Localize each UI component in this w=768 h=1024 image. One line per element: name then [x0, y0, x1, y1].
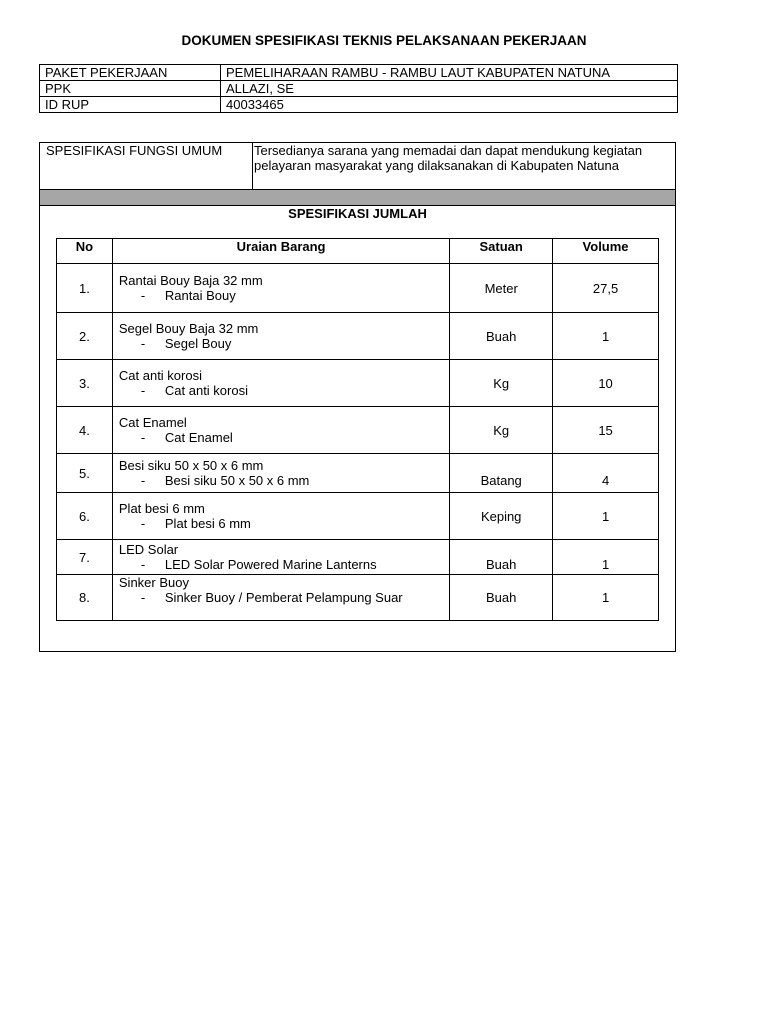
item-name: LED Solar: [118, 542, 179, 557]
items-header-row: [57, 239, 659, 264]
table-row: [57, 407, 659, 454]
item-sub: [119, 336, 449, 351]
item-no: 5.: [57, 454, 113, 493]
item-satuan: Buah: [450, 313, 553, 360]
table-row: [57, 264, 659, 313]
item-no: 8.: [57, 575, 113, 621]
jumlah-heading: SPESIFIKASI JUMLAH: [288, 206, 427, 221]
item-sub: [119, 590, 449, 605]
item-no: 2.: [57, 313, 113, 360]
document-title: DOKUMEN SPESIFIKASI TEKNIS PELAKSANAAN PEKERJAAN: [181, 33, 587, 48]
dash-marker: -: [140, 288, 146, 303]
item-description: [112, 360, 449, 407]
item-name: Besi siku 50 x 50 x 6 mm: [118, 458, 264, 473]
item-sub-text: LED Solar Powered Marine Lanterns: [164, 557, 377, 572]
info-row-paket: [40, 65, 678, 81]
table-row: [57, 575, 659, 621]
item-description: [112, 313, 449, 360]
item-no: 6.: [57, 493, 113, 540]
item-description: [112, 493, 449, 540]
col-header-volume: Volume: [553, 239, 659, 264]
item-name: Plat besi 6 mm: [118, 501, 205, 516]
table-row: [57, 493, 659, 540]
item-sub-text: Plat besi 6 mm: [164, 516, 251, 531]
dash-marker: -: [140, 430, 146, 445]
info-label: ID RUP: [40, 97, 221, 113]
item-sub-text: Cat Enamel: [164, 430, 233, 445]
item-volume: 10: [553, 360, 659, 407]
table-row: [57, 313, 659, 360]
item-volume: 1: [553, 313, 659, 360]
info-value: 40033465: [221, 97, 678, 113]
dash-marker: -: [140, 557, 146, 572]
item-description: [112, 407, 449, 454]
item-volume: 4: [553, 454, 659, 493]
item-name: Segel Bouy Baja 32 mm: [118, 321, 259, 336]
item-no: 4.: [57, 407, 113, 454]
gray-band: [40, 190, 675, 206]
col-header-no: No: [57, 239, 113, 264]
item-sub: [119, 557, 449, 572]
dash-marker: -: [140, 473, 146, 488]
info-label: PAKET PEKERJAAN: [40, 65, 221, 81]
item-satuan: Kg: [450, 360, 553, 407]
item-volume: 27,5: [553, 264, 659, 313]
table-row: [57, 454, 659, 493]
item-volume: 1: [553, 540, 659, 575]
col-header-satuan: Satuan: [450, 239, 553, 264]
item-sub-text: Rantai Bouy: [164, 288, 236, 303]
items-table: [56, 238, 659, 621]
item-sub: [119, 430, 449, 445]
item-sub-text: Sinker Buoy / Pemberat Pelampung Suar: [164, 590, 403, 605]
item-satuan: Keping: [450, 493, 553, 540]
item-satuan: Batang: [450, 454, 553, 493]
dash-marker: -: [140, 336, 146, 351]
item-name: Rantai Bouy Baja 32 mm: [118, 273, 263, 288]
item-sub-text: Segel Bouy: [164, 336, 232, 351]
item-description: [112, 540, 449, 575]
item-volume: 1: [553, 493, 659, 540]
dash-marker: -: [140, 383, 146, 398]
item-description: [112, 454, 449, 493]
col-header-uraian: Uraian Barang: [112, 239, 449, 264]
item-no: 1.: [57, 264, 113, 313]
fungsi-label: SPESIFIKASI FUNGSI UMUM: [40, 143, 253, 189]
item-name: Cat Enamel: [118, 415, 187, 430]
item-satuan: Buah: [450, 575, 553, 621]
item-sub-text: Besi siku 50 x 50 x 6 mm: [164, 473, 310, 488]
item-satuan: Buah: [450, 540, 553, 575]
info-table: [39, 64, 678, 113]
item-no: 7.: [57, 540, 113, 575]
item-description: [112, 264, 449, 313]
fungsi-text: Tersedianya sarana yang memadai dan dapat mendukung kegiatan pelayaran masyarakat yang dilaksanakan di Kabupaten Natuna: [254, 143, 643, 173]
info-row-ppk: [40, 81, 678, 97]
table-row: [57, 360, 659, 407]
info-label: PPK: [40, 81, 221, 97]
item-name: Cat anti korosi: [118, 368, 202, 383]
item-volume: 1: [553, 575, 659, 621]
dash-marker: -: [140, 590, 146, 605]
item-sub-text: Cat anti korosi: [164, 383, 248, 398]
specification-box: [39, 142, 676, 652]
item-no: 3.: [57, 360, 113, 407]
info-row-idrup: [40, 97, 678, 113]
item-sub: [119, 516, 449, 531]
item-sub: [119, 473, 449, 488]
dash-marker: -: [140, 516, 146, 531]
table-row: [57, 540, 659, 575]
info-value: ALLAZI, SE: [221, 81, 678, 97]
item-sub: [119, 383, 449, 398]
item-volume: 15: [553, 407, 659, 454]
info-value: PEMELIHARAAN RAMBU - RAMBU LAUT KABUPATEN NATUNA: [221, 65, 678, 81]
item-description: [112, 575, 449, 621]
item-name: Sinker Buoy: [118, 575, 189, 590]
item-sub: [119, 288, 449, 303]
item-satuan: Meter: [450, 264, 553, 313]
item-satuan: Kg: [450, 407, 553, 454]
